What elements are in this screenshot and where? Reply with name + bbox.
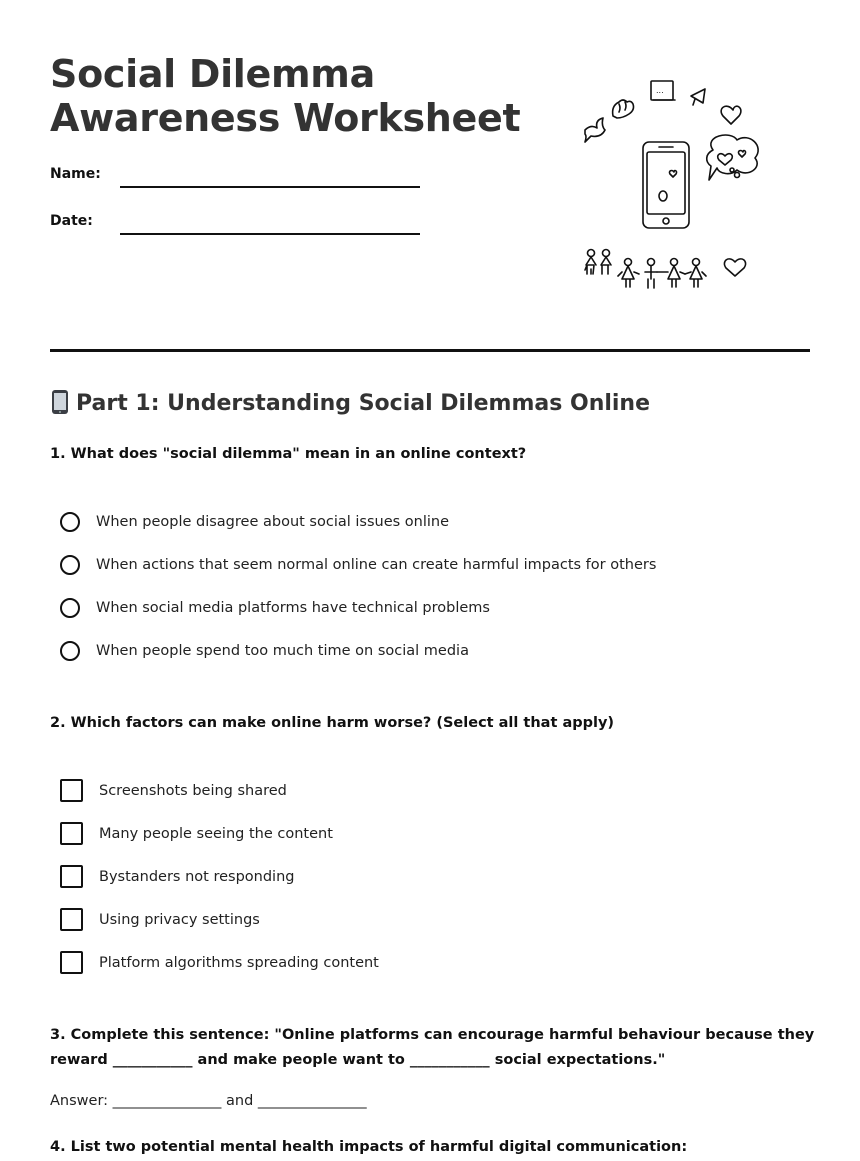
q1-option[interactable]: [60, 500, 656, 543]
q2-option[interactable]: [60, 898, 379, 941]
option-label: Many people seeing the content: [99, 825, 333, 842]
people-group-icon: [585, 250, 706, 289]
question-4: 4. List two potential mental health impacts of harmful digital communication:: [50, 1139, 688, 1155]
q2-option[interactable]: [60, 855, 379, 898]
option-label: Screenshots being shared: [99, 782, 287, 799]
mobile-phone-icon: [50, 389, 70, 415]
q2-option[interactable]: [60, 812, 379, 855]
option-label: Bystanders not responding: [99, 868, 295, 885]
option-label: When people disagree about social issues online: [96, 513, 450, 530]
radio-button[interactable]: [60, 512, 80, 532]
option-label: When actions that seem normal online can create harmful impacts for others: [96, 556, 657, 573]
q1-option[interactable]: [60, 543, 656, 586]
title-line-2: Awareness Worksheet: [50, 96, 521, 140]
smartphone-icon: [643, 142, 689, 228]
worksheet-title: [50, 52, 520, 140]
question-2: 2. Which factors can make online harm worse? (Select all that apply): [50, 715, 615, 731]
checkbox[interactable]: [60, 822, 83, 845]
chat-window-icon: [651, 81, 675, 100]
question-1: 1. What does "social dilemma" mean in an online context?: [50, 446, 527, 462]
name-field[interactable]: [120, 186, 420, 188]
q2-option[interactable]: [60, 769, 379, 812]
bird-icon: [585, 118, 605, 142]
q1-option[interactable]: [60, 629, 656, 672]
part1-heading: [50, 388, 650, 420]
megaphone-icon: [691, 89, 705, 105]
question-3: 3. Complete this sentence: "Online platforms can encourage harmful behaviour because they reward ___________ and make people want to ___________ social expectations.": [50, 1027, 815, 1068]
header-divider: [50, 349, 810, 352]
question-1-options: [60, 500, 656, 672]
checkbox[interactable]: [60, 908, 83, 931]
checkbox[interactable]: [60, 779, 83, 802]
title-line-1: Social Dilemma: [50, 52, 375, 96]
q2-option[interactable]: [60, 941, 379, 984]
svg-text:...: ...: [656, 86, 664, 95]
question-2-options: [60, 769, 379, 984]
option-label: When social media platforms have technical problems: [96, 599, 490, 616]
heart-icon: [721, 106, 741, 124]
radio-button[interactable]: [60, 598, 80, 618]
option-label: Platform algorithms spreading content: [99, 954, 379, 971]
radio-button[interactable]: [60, 555, 80, 575]
date-field[interactable]: [120, 233, 420, 235]
name-label: Name:: [50, 166, 101, 182]
radio-button[interactable]: [60, 641, 80, 661]
date-label: Date:: [50, 213, 93, 229]
part1-heading-text: Part 1: Understanding Social Dilemmas Online: [76, 391, 651, 416]
checkbox[interactable]: [60, 951, 83, 974]
speech-bubble-icon: [707, 135, 758, 180]
question-3-answer[interactable]: Answer: _______________ and _______________: [50, 1093, 367, 1109]
hand-wave-icon: [613, 100, 634, 118]
q1-option[interactable]: [60, 586, 656, 629]
social-media-illustration: [575, 72, 765, 307]
option-label: Using privacy settings: [99, 911, 260, 928]
checkbox[interactable]: [60, 865, 83, 888]
heart-outline-icon: [724, 259, 745, 276]
option-label: When people spend too much time on social media: [96, 642, 469, 659]
